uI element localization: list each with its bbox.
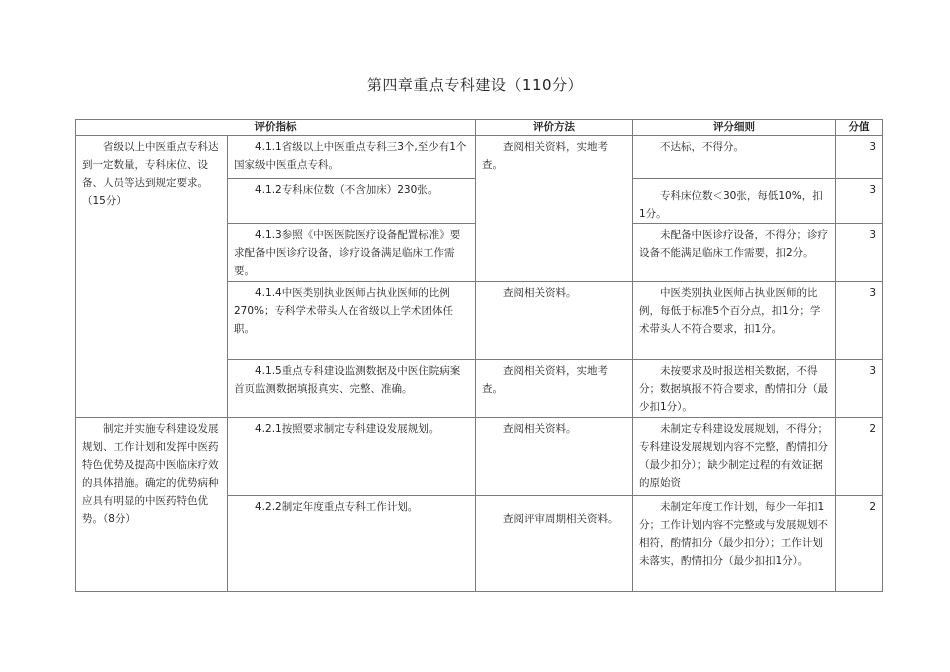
method-cell: 查阅相关资料，实地考查。	[476, 136, 633, 282]
score-cell: 3	[836, 179, 883, 224]
document-title: 第四章重点专科建设（110分）	[366, 76, 584, 94]
header-method: 评价方法	[476, 120, 633, 136]
sub-indicator-cell: 4.1.5重点专科建设监测数据及中医住院病案首页监测数据填报真实、完整、准确。	[228, 360, 476, 418]
method-cell: 查阅评审周期相关资料。	[476, 496, 633, 592]
score-cell: 3	[836, 282, 883, 360]
detail-cell: 不达标，不得分。	[633, 136, 836, 179]
score-cell: 3	[836, 136, 883, 179]
sub-indicator-cell: 4.2.2制定年度重点专科工作计划。	[228, 496, 476, 592]
indicator-cell: 省级以上中医重点专科达到一定数量，专科床位、设备、人员等达到规定要求。（15分）	[76, 136, 228, 418]
sub-indicator-cell: 4.1.2专科床位数（不含加床）230张。	[228, 179, 476, 224]
detail-cell: 专科床位数＜30张，每低10%，扣1分。	[633, 179, 836, 224]
score-cell: 2	[836, 418, 883, 496]
detail-cell: 中医类别执业医师占执业医师的比例，每低于标准5个百分点，扣1分；学术带头人不符合要求，扣1分。	[633, 282, 836, 360]
detail-cell: 未按要求及时报送相关数据，不得分；数据填报不符合要求，酌情扣分（最少扣1分）。	[633, 360, 836, 418]
table-row	[76, 418, 883, 496]
header-indicator: 评价指标	[76, 120, 476, 136]
header-score: 分值	[836, 120, 883, 136]
header-detail: 评分细则	[633, 120, 836, 136]
score-cell: 3	[836, 224, 883, 282]
detail-cell: 未制定专科建设发展规划，不得分；专科建设发展规划内容不完整，酌情扣分（最少扣分）；缺少制定过程的有效证据的原始资	[633, 418, 836, 496]
table-row	[76, 136, 883, 179]
sub-indicator-cell: 4.1.1省级以上中医重点专科三3个,至少有1个国家级中医重点专科。	[228, 136, 476, 179]
header-row	[76, 120, 883, 136]
detail-cell: 未制定年度工作计划，每少一年扣1分；工作计划内容不完整或与发展规划不相符，酌情扣分（最少扣分）；工作计划未落实，酌情扣分（最少扣扣1分）。	[633, 496, 836, 592]
sub-indicator-cell: 4.2.1按照要求制定专科建设发展规划。	[228, 418, 476, 496]
sub-indicator-cell: 4.1.3参照《中医医院医疗设备配置标准》要求配备中医诊疗设备，诊疗设备满足临床工作需要。	[228, 224, 476, 282]
method-cell: 查阅相关资料。	[476, 282, 633, 360]
indicator-cell: 制定并实施专科建设发展规划、工作计划和发挥中医药特色优势及提高中医临床疗效的具体措施。确定的优势病种应具有明显的中医药特色优势。（8分）	[76, 418, 228, 592]
sub-indicator-cell: 4.1.4中医类别执业医师占执业医师的比例270%；专科学术带头人在省级以上学术团体任职。	[228, 282, 476, 360]
detail-cell: 未配备中医诊疗设备，不得分；诊疗设备不能满足临床工作需要，扣2分。	[633, 224, 836, 282]
method-cell: 查阅相关资料。	[476, 418, 633, 496]
evaluation-table	[75, 119, 883, 592]
method-cell: 查阅相关资料，实地考查。	[476, 360, 633, 418]
score-cell: 2	[836, 496, 883, 592]
score-cell: 3	[836, 360, 883, 418]
